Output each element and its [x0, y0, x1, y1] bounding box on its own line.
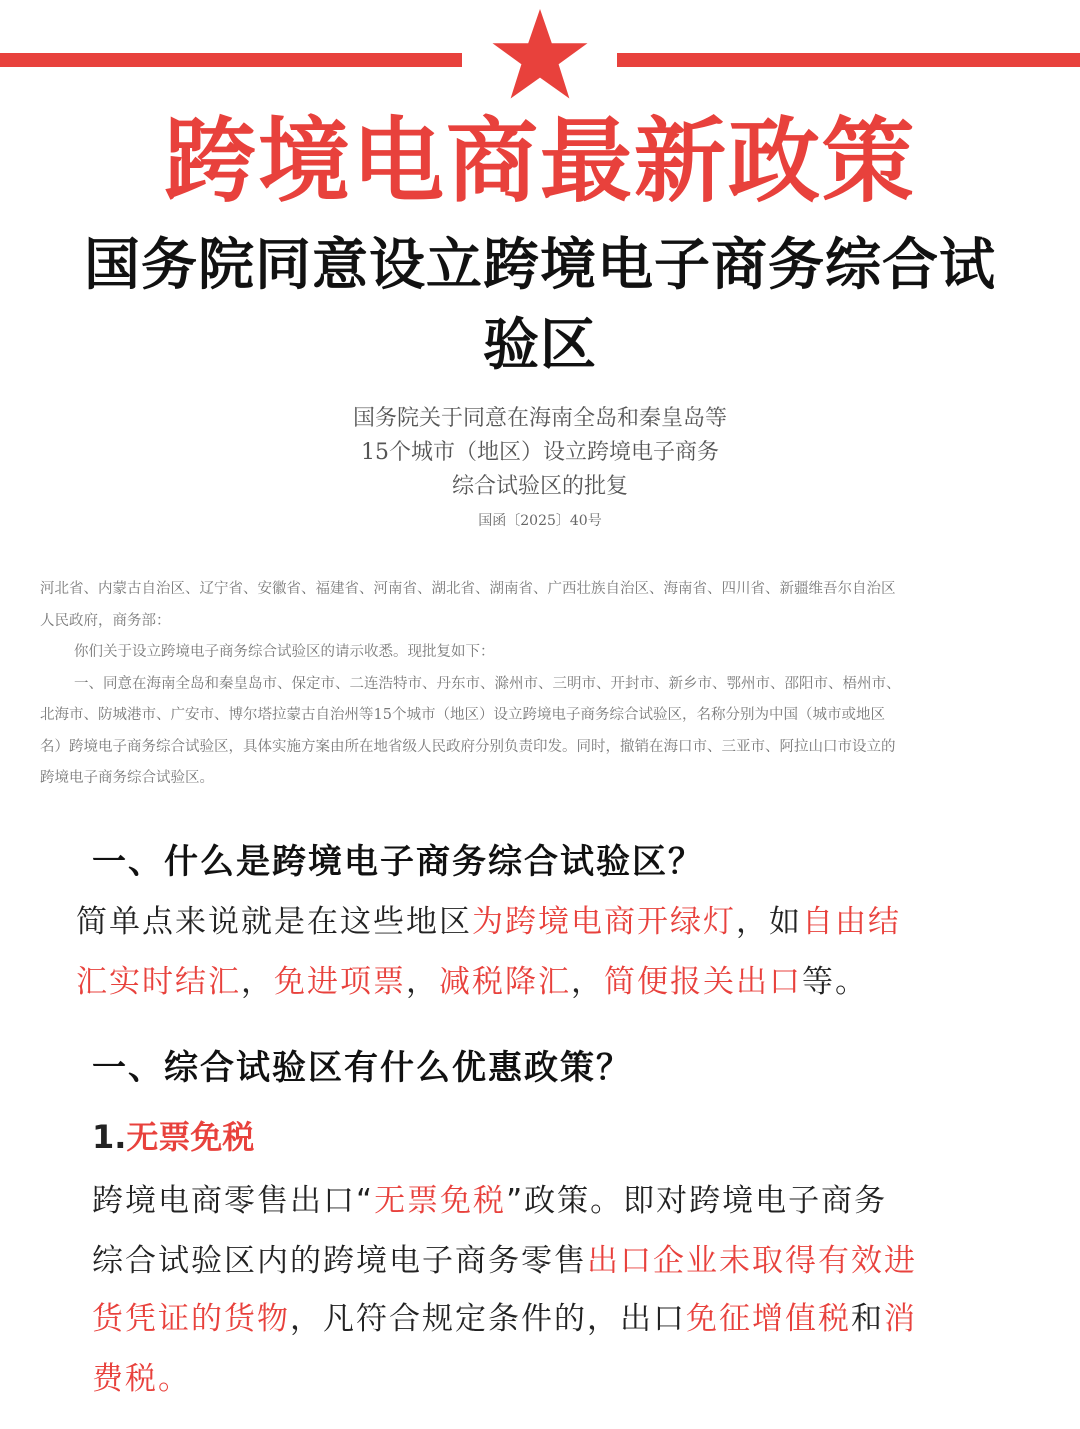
- section-2-heading: 一、综合试验区有什么优惠政策？: [92, 1048, 632, 1088]
- document-line: 人民政府，商务部：: [40, 612, 171, 629]
- document-line: 北海市、防城港市、广安市、博尔塔拉蒙古自治州等15个城市（地区）设立跨境电子商务综合试验区，名称分别为中国（城市或地区: [40, 707, 885, 723]
- page-title: 跨境电商最新政策: [163, 108, 916, 215]
- policy-item-number: 1.: [92, 1118, 127, 1156]
- document-line: 一、同意在海南全岛和秦皇岛市、保定市、二连浩特市、丹东市、滁州市、三明市、开封市、新乡市、鄂州市、邵阳市、梧州市、: [74, 675, 901, 692]
- document-line: 河北省、内蒙古自治区、辽宁省、安徽省、福建省、河南省、湖北省、湖南省、广西壮族自治区、海南省、四川省、新疆维吾尔自治区: [40, 581, 896, 597]
- document-line: 名）跨境电子商务综合试验区，具体实施方案由所在地省级人民政府分别负责印发。同时，撤销在海口市、三亚市、阿拉山口市设立的: [40, 738, 896, 755]
- star-shape: [493, 9, 588, 99]
- header-rule-left: [0, 53, 462, 67]
- section-1-line-2: [76, 956, 868, 1001]
- subtitle-line-1: 国务院同意设立跨境电子商务综合试: [84, 233, 996, 298]
- section-2-line-4: [92, 1353, 191, 1398]
- section-2-line-2: [92, 1235, 917, 1280]
- document-heading-line: 国务院关于同意在海南全岛和秦皇岛等: [352, 406, 727, 431]
- text-run: ”政策。即对跨境电子商务: [506, 1183, 888, 1219]
- section-1-line-1: [76, 896, 901, 941]
- text-run: 等。: [802, 964, 868, 1000]
- document-heading-line: 综合试验区的批复: [451, 474, 628, 499]
- document-number: 国函〔2025〕40号: [478, 513, 602, 529]
- highlight-text: 减税降汇: [439, 964, 571, 1000]
- highlight-text: 货凭证的货物: [92, 1301, 290, 1337]
- section-2-line-1: [92, 1175, 887, 1220]
- text-run: 和: [851, 1301, 884, 1337]
- document-line: 你们关于设立跨境电子商务综合试验区的请示收悉。现批复如下：: [74, 644, 495, 660]
- highlight-text: 费税。: [92, 1361, 191, 1397]
- highlight-text: 自由结: [802, 904, 901, 940]
- highlight-text: 无票免税: [374, 1183, 507, 1219]
- document-body: [40, 574, 1040, 795]
- highlight-text: 汇实时结汇: [76, 964, 241, 1000]
- section-1-heading: 一、什么是跨境电子商务综合试验区？: [92, 842, 704, 882]
- document-heading: [240, 402, 840, 504]
- highlight-text: 消: [884, 1301, 917, 1337]
- page-subtitle: [55, 226, 1025, 386]
- text-run: 跨境电商零售出口“: [92, 1183, 375, 1219]
- highlight-text: 免进项票: [274, 964, 406, 1000]
- star-icon: [490, 7, 590, 103]
- text-run: ，: [241, 964, 274, 1000]
- highlight-text: 出口企业未取得有效进: [587, 1243, 917, 1279]
- text-run: ，如: [736, 904, 802, 940]
- highlight-text: 简便报关出口: [604, 964, 802, 1000]
- subtitle-line-2: 验区: [483, 313, 597, 378]
- policy-item-title: [92, 1112, 254, 1158]
- highlight-text: 免征增值税: [686, 1301, 851, 1337]
- text-run: 综合试验区内的跨境电子商务零售: [92, 1243, 587, 1279]
- header-rule-right: [617, 53, 1080, 67]
- document-line: 跨境电子商务综合试验区。: [40, 770, 214, 786]
- text-run: ，: [571, 964, 604, 1000]
- text-run: 简单点来说就是在这些地区: [76, 904, 472, 940]
- highlight-text: 为跨境电商开绿灯: [472, 904, 736, 940]
- text-run: ，凡符合规定条件的，出口: [290, 1301, 686, 1337]
- document-heading-line: 15个城市（地区）设立跨境电子商务: [361, 440, 719, 465]
- section-2-line-3: [92, 1293, 917, 1338]
- policy-item-name: 无票免税: [126, 1118, 255, 1156]
- text-run: ，: [406, 964, 439, 1000]
